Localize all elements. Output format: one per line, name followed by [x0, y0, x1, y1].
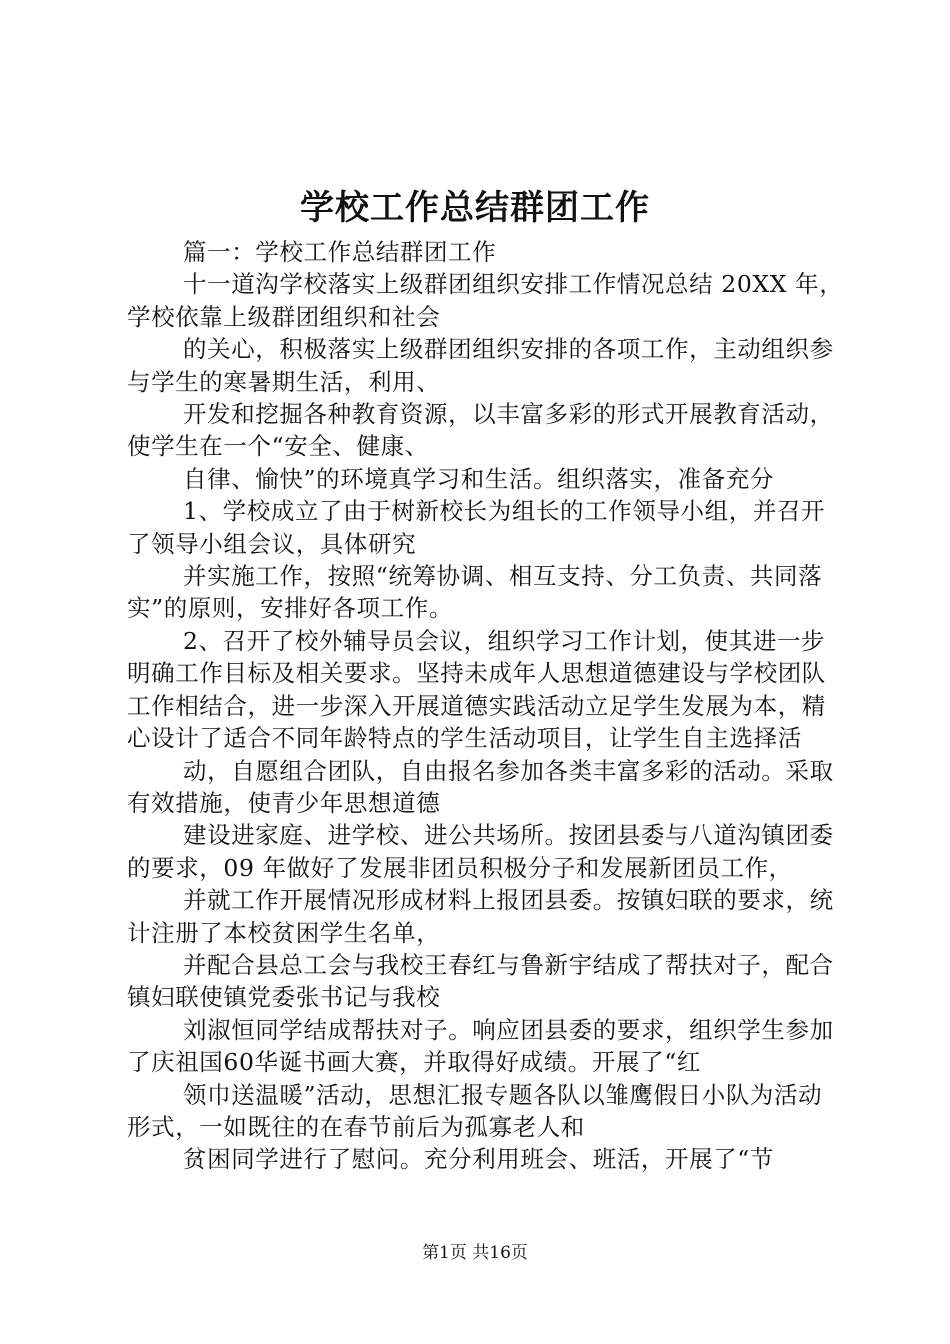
paragraph: 十一道沟学校落实上级群团组织安排工作情况总结 20XX 年，学校依靠上级群团组织和社会	[127, 270, 844, 331]
paragraph: 动，自愿组合团队，自由报名参加各类丰富多彩的活动。采取有效措施，使青少年思想道德	[127, 756, 834, 817]
paragraph: 并就工作开展情况形成材料上报团县委。按镇妇联的要求，统计注册了本校贫困学生名单，	[127, 886, 834, 947]
document-title: 学校工作总结群团工作	[300, 188, 650, 228]
paragraph: 刘淑恒同学结成帮扶对子。响应团县委的要求，组织学生参加了庆祖国60华诞书画大赛，并取得好成绩。开展了“红	[127, 1015, 834, 1077]
page-footer: 第1页 共16页	[422, 1243, 528, 1263]
paragraph: 2、召开了校外辅导员会议，组织学习工作计划，使其进一步明确工作目标及相关要求。坚持未成年人思想道德建设与学校团队工作相结合，进一步深入开展道德实践活动立足学生发展为本，精心设计了适合不同年龄特点的学生活动项目，让学生自主选择活	[127, 626, 826, 753]
paragraph: 篇一：学校工作总结群团工作	[183, 238, 497, 266]
paragraph: 开发和挖掘各种教育资源，以丰富多彩的形式开展教育活动，使学生在一个“安全、健康、	[127, 400, 834, 461]
document-body	[127, 236, 845, 1176]
paragraph: 贫困同学进行了慰问。充分利用班会、班活，开展了“节	[183, 1145, 775, 1174]
paragraph: 自律、愉快”的环境真学习和生活。组织落实，准备充分	[183, 464, 775, 493]
paragraph: 并配合县总工会与我校王春红与鲁新宇结成了帮扶对子，配合镇妇联使镇党委张书记与我校	[127, 950, 834, 1012]
paragraph: 的关心，积极落实上级群团组织安排的各项工作，主动组织参与学生的寒暑期生活，利用、	[127, 335, 834, 396]
paragraph: 建设进家庭、进学校、进公共场所。按团县委与八道沟镇团委的要求，09 年做好了发展非团员积极分子和发展新团员工作，	[127, 821, 834, 882]
paragraph: 并实施工作，按照“统筹协调、相互支持、分工负责、共同落实”的原则，安排好各项工作。	[127, 562, 823, 623]
paragraph: 领巾送温暖”活动，思想汇报专题各队以雏鹰假日小队为活动形式，一如既往的在春节前后为孤寡老人和	[127, 1080, 823, 1141]
paragraph: 1、学校成立了由于树新校长为组长的工作领导小组，并召开了领导小组会议，具体研究	[127, 497, 826, 558]
